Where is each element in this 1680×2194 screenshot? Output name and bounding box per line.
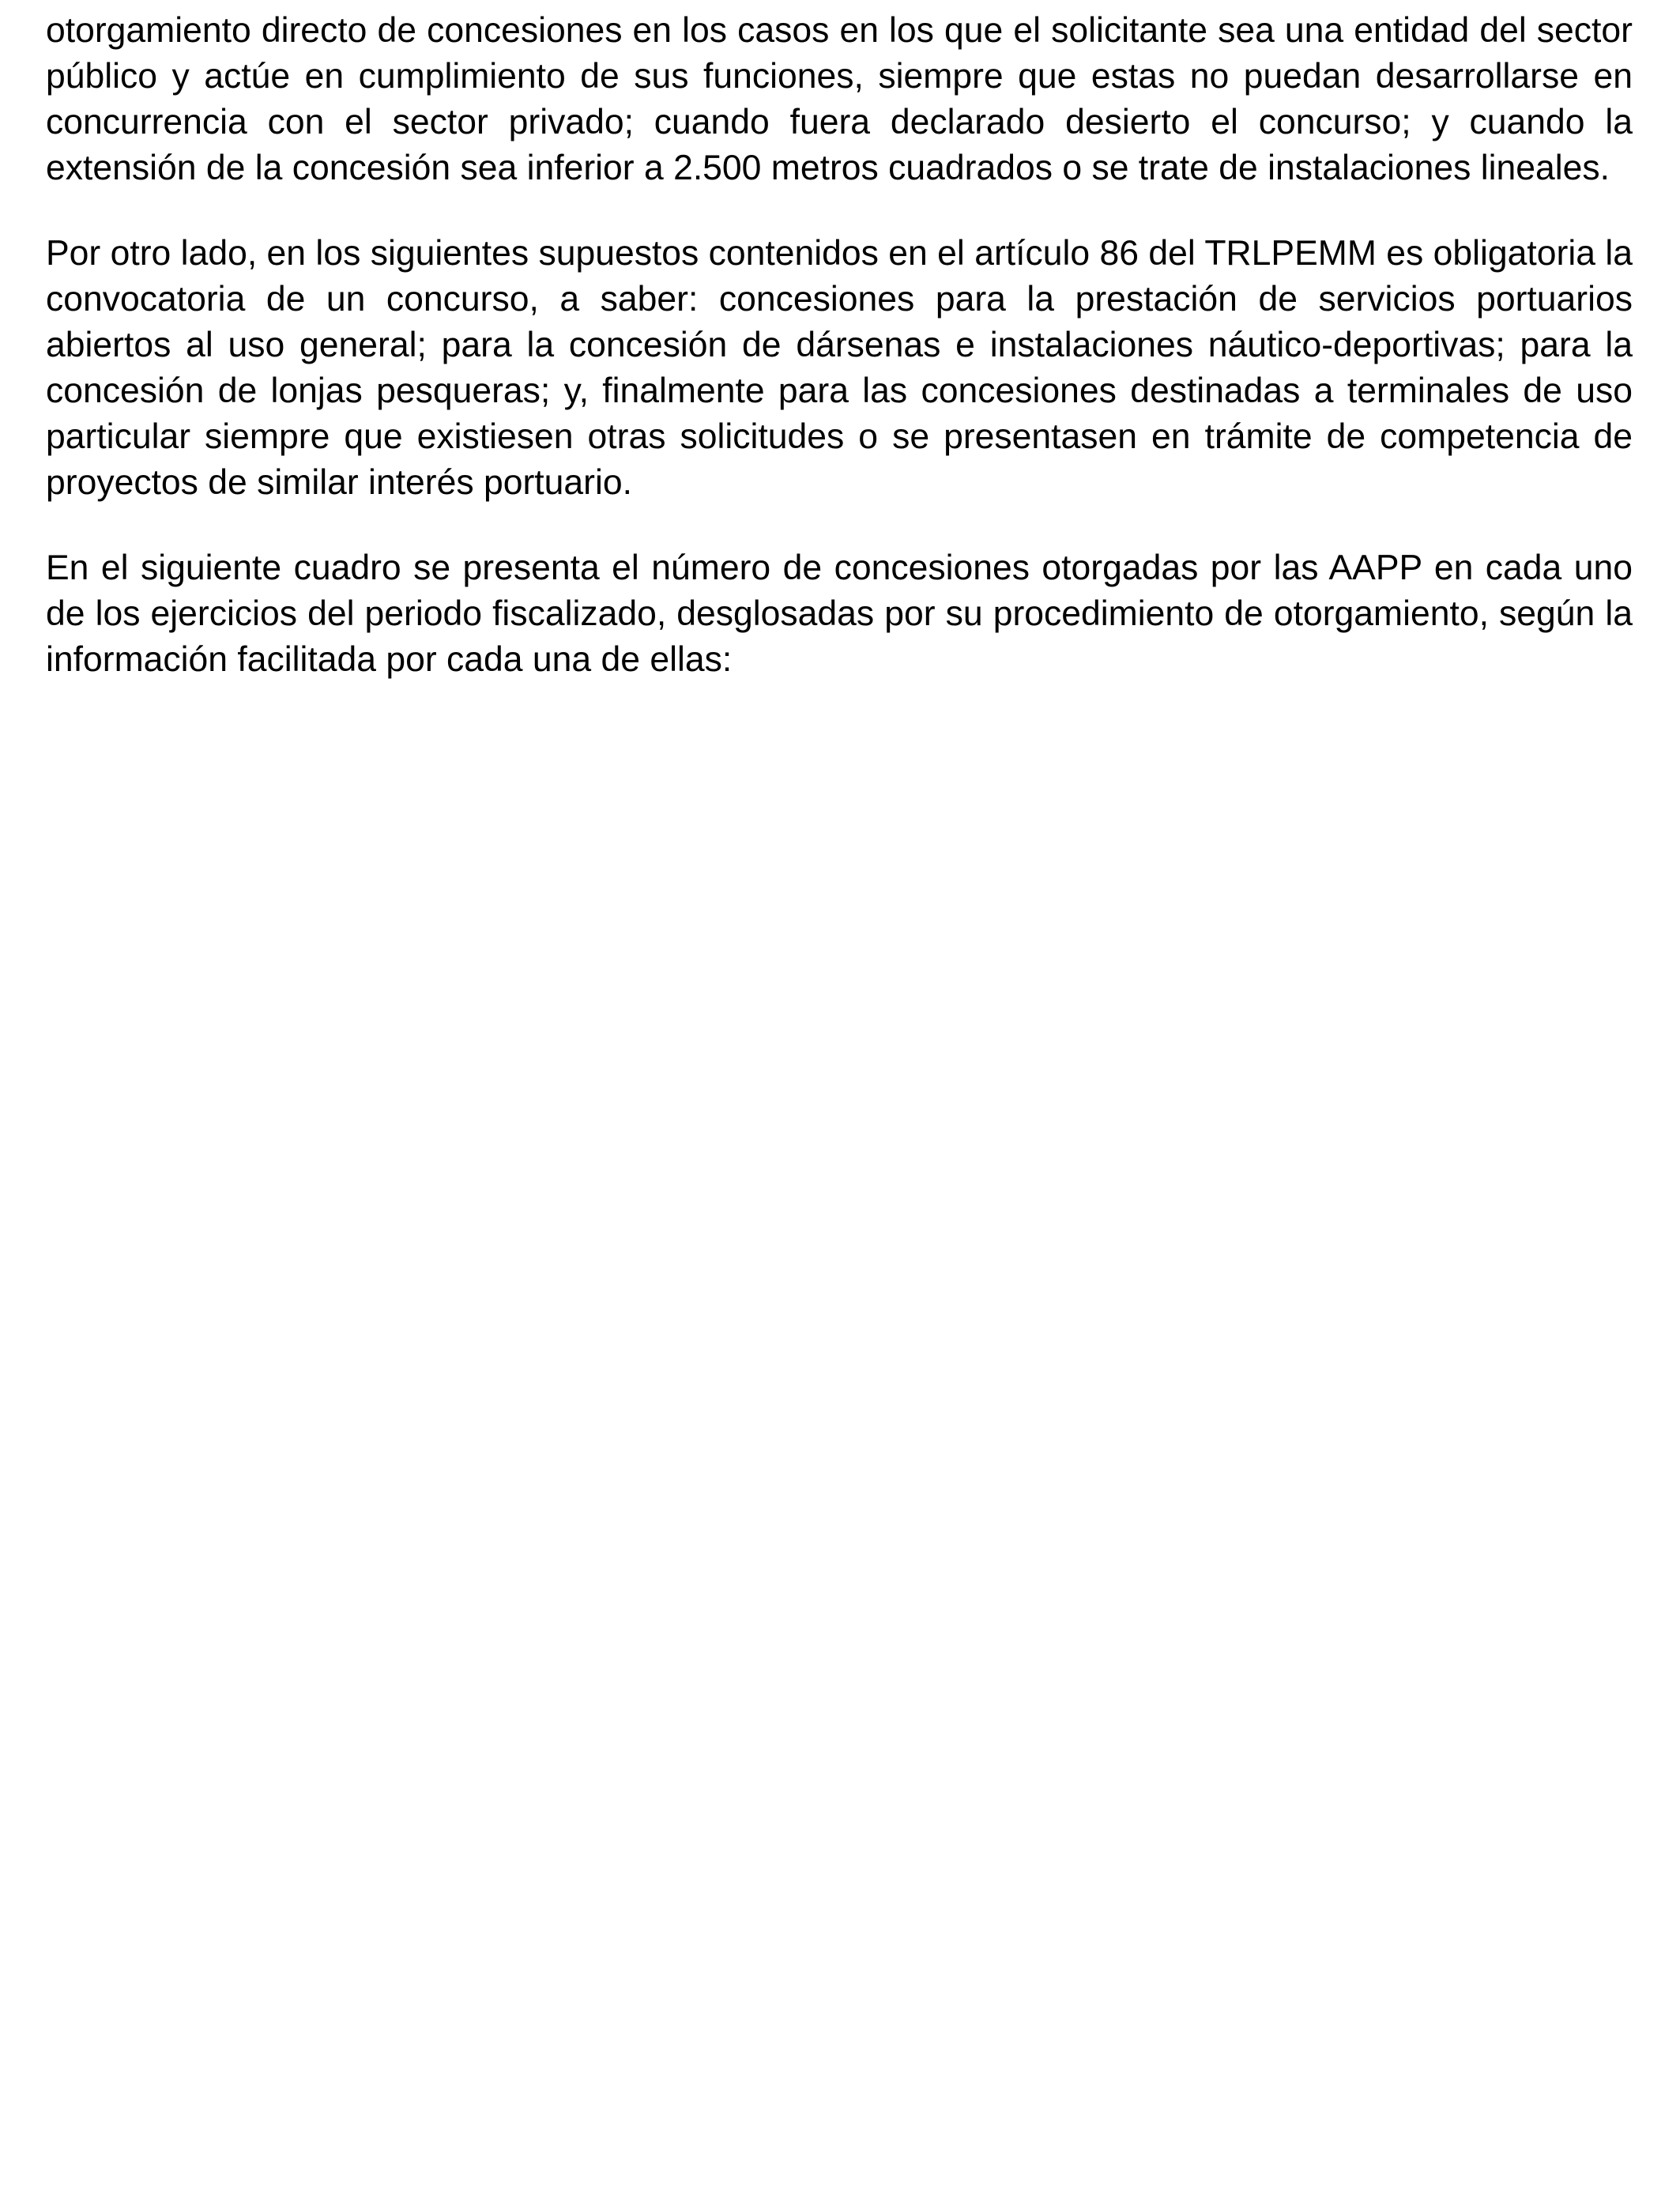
document-body [46,0,1633,683]
paragraph-table-intro: En el siguiente cuadro se presenta el número de concesiones otorgadas por las AAPP en cada uno de los ejercicios del periodo fiscalizado, desglosadas por su procedimiento de otorgamiento, según la información facilitada por cada una de ellas: [46,548,1633,679]
paragraph-mandatory-tender: Por otro lado, en los siguientes supuestos contenidos en el artículo 86 del TRLPEMM es obligatoria la convocatoria de un concurso, a saber: concesiones para la prestación de servicios portuarios abiertos al uso general; para la concesión de dársenas e instalaciones náutico-deportivas; para la concesión de lonjas pesqueras; y, finalmente para las concesiones destinadas a terminales de uso particular siempre que existiesen otras solicitudes o se presentasen en trámite de competencia de proyectos de similar interés portuario. [46,234,1633,502]
paragraph-direct-award: otorgamiento directo de concesiones en los casos en los que el solicitante sea una entidad del sector público y actúe en cumplimiento de sus funciones, siempre que estas no puedan desarrollarse en concurrencia con el sector privado; cuando fuera declarado desierto el concurso; y cuando la extensión de la concesión sea inferior a 2.500 metros cuadrados o se trate de instalaciones lineales. [46,11,1633,187]
